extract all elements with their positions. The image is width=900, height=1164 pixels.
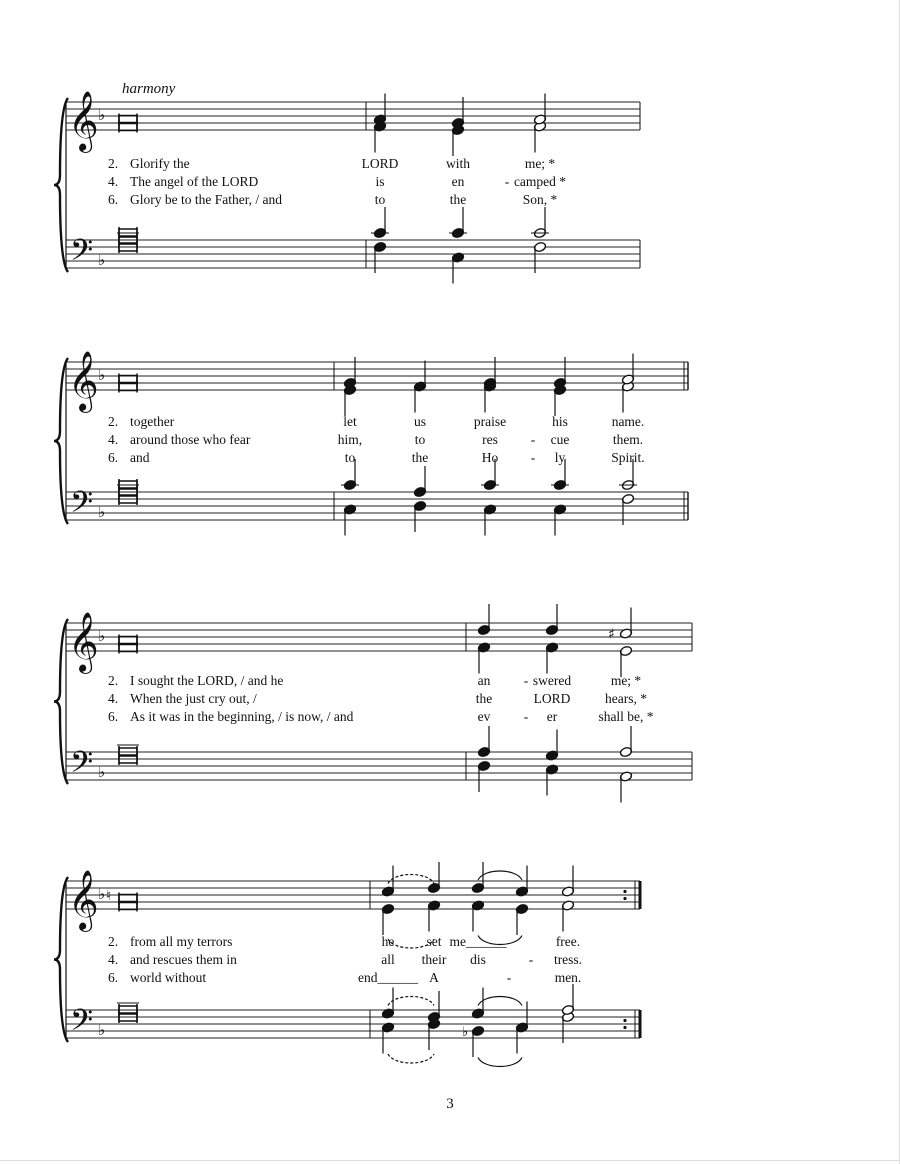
verse-number: 4. — [108, 174, 119, 189]
lyric-syllable: cue — [550, 432, 570, 447]
lyric-syllable: en — [451, 174, 465, 189]
lyric-syllable: is — [375, 174, 385, 189]
reciting-text: and — [130, 450, 150, 465]
lyric-syllable: A — [429, 970, 439, 985]
verse-number: 4. — [108, 432, 119, 447]
slur — [478, 1058, 522, 1067]
chord — [427, 991, 440, 1050]
lyric-syllable: to — [414, 432, 426, 447]
chord — [413, 361, 426, 413]
bass-clef-icon: 𝄢 — [70, 486, 94, 527]
treble-clef-icon: 𝄞 — [68, 91, 99, 151]
lyric-syllable: an — [477, 673, 491, 688]
lyric-syllable: hears, * — [605, 691, 647, 706]
page-edge — [0, 1160, 900, 1161]
chord — [471, 862, 484, 932]
reciting-text: As it was in the beginning, / is now, / and — [130, 709, 354, 724]
dashed-slur — [388, 997, 434, 1006]
lyric-syllable: with — [445, 156, 471, 171]
lyric-syllable: their — [421, 952, 447, 967]
chord — [427, 862, 440, 932]
bass-clef-icon: 𝄢 — [70, 746, 94, 787]
chord — [483, 357, 496, 413]
harmony-marking: harmony — [122, 81, 176, 97]
repeat-dot — [623, 897, 626, 900]
verse-number: 6. — [108, 192, 119, 207]
natural-sign: ♮ — [106, 888, 112, 904]
lyric-syllable: Spirit. — [611, 450, 645, 465]
lyric-syllable: praise — [473, 414, 507, 429]
lyric-hyphen: - — [523, 673, 529, 688]
flat-key-signature: ♭ — [98, 763, 106, 781]
reciting-text: Glorify the — [130, 156, 190, 171]
treble-clef-icon: 𝄞 — [68, 612, 99, 672]
verse-number: 2. — [108, 414, 119, 429]
reciting-chord — [119, 1004, 137, 1023]
lyric-syllable: let — [343, 414, 357, 429]
treble-clef-icon: 𝄞 — [68, 351, 99, 411]
lyric-syllable: swered — [532, 673, 572, 688]
chord — [515, 1002, 528, 1054]
bass-clef-icon: 𝄢 — [70, 234, 94, 275]
chord — [341, 459, 359, 536]
lyric-syllable: camped * — [513, 174, 567, 189]
lyric-syllable: set — [426, 934, 442, 949]
lyric-syllable: me______ — [449, 934, 507, 949]
lyric-syllable: him, — [337, 432, 363, 447]
flat-key-signature: ♭ — [98, 106, 106, 124]
sharp-sign: ♯ — [608, 626, 615, 643]
chord — [449, 207, 467, 284]
lyric-syllable: ev — [477, 709, 491, 724]
verse-number: 6. — [108, 970, 119, 985]
dashed-slur — [388, 1054, 434, 1063]
reciting-text: around those who fear — [130, 432, 251, 447]
lyric-syllable: Ho — [481, 450, 499, 465]
lyric-syllable: LORD — [361, 156, 399, 171]
lyric-syllable: dis — [470, 952, 486, 967]
flat-key-signature: ♭ — [98, 1021, 106, 1039]
lyric-syllable: name. — [611, 414, 645, 429]
lyric-syllable: men. — [554, 970, 582, 985]
lyric-syllable: to — [374, 192, 386, 207]
chord — [545, 604, 558, 674]
lyric-syllable: his — [552, 414, 568, 429]
reciting-text: from all my terrors — [130, 934, 233, 949]
verse-number: 2. — [108, 673, 119, 688]
chord — [462, 988, 485, 1058]
chord — [561, 866, 574, 932]
repeat-dot — [623, 1019, 626, 1022]
chord — [451, 97, 464, 156]
lyric-hyphen: - — [506, 970, 512, 985]
lyric-syllable: to — [344, 450, 356, 465]
verse-number: 6. — [108, 450, 119, 465]
verse-number: 2. — [108, 156, 119, 171]
lyric-hyphen: - — [504, 174, 510, 189]
verse-number: 4. — [108, 952, 119, 967]
chord — [381, 988, 394, 1054]
lyric-syllable: them. — [612, 432, 644, 447]
lyric-syllable: me; * — [610, 673, 642, 688]
verse-number: 4. — [108, 691, 119, 706]
bass-clef-icon: 𝄢 — [70, 1004, 94, 1045]
reciting-text: together — [130, 414, 175, 429]
chord — [477, 604, 490, 674]
chord — [619, 726, 632, 803]
verse-number: 6. — [108, 709, 119, 724]
lyric-syllable: us — [413, 414, 427, 429]
reciting-text: The angel of the LORD — [130, 174, 259, 189]
slur — [478, 997, 522, 1006]
reciting-text: world without — [130, 970, 207, 985]
lyric-hyphen: - — [528, 952, 534, 967]
slur — [478, 871, 522, 880]
lyric-syllable: res — [482, 432, 498, 447]
lyric-syllable: LORD — [533, 691, 571, 706]
lyric-syllable: he — [381, 934, 395, 949]
chord — [545, 730, 558, 796]
lyric-syllable: all — [381, 952, 395, 967]
lyric-syllable: Son, * — [522, 192, 558, 207]
dashed-slur — [388, 875, 434, 884]
lyric-syllable: tress. — [553, 952, 583, 967]
chord — [343, 357, 356, 416]
lyric-syllable: the — [449, 192, 467, 207]
chord — [608, 608, 633, 678]
page-number: 3 — [446, 1096, 454, 1112]
flat-key-signature: ♭ — [98, 627, 106, 645]
chord — [551, 459, 569, 536]
chord — [481, 459, 499, 536]
reciting-text: Glory be to the Father, / and — [130, 192, 283, 207]
flat-key-signature: ♭ — [98, 251, 106, 269]
reciting-text: I sought the LORD, / and he — [130, 673, 284, 688]
lyric-syllable: shall be, * — [598, 709, 654, 724]
flat-key-signature: ♭ — [98, 885, 106, 903]
reciting-text: and rescues them in — [130, 952, 237, 967]
lyric-hyphen: - — [530, 432, 536, 447]
treble-clef-icon: 𝄞 — [68, 870, 99, 930]
lyric-syllable: the — [411, 450, 429, 465]
lyric-syllable: the — [475, 691, 493, 706]
lyric-syllable: ly — [554, 450, 566, 465]
verse-number: 2. — [108, 934, 119, 949]
reciting-chord — [119, 746, 137, 765]
repeat-dot — [623, 890, 626, 893]
lyric-syllable: me; * — [524, 156, 556, 171]
chord — [515, 866, 528, 936]
flat-key-signature: ♭ — [98, 503, 106, 521]
reciting-text: When the just cry out, / — [130, 691, 257, 706]
lyric-hyphen: - — [530, 450, 536, 465]
lyric-syllable: end______ — [358, 970, 418, 985]
lyric-syllable: er — [546, 709, 558, 724]
repeat-dot — [623, 1026, 626, 1029]
chord — [381, 866, 394, 936]
lyric-syllable: free. — [555, 934, 581, 949]
chord — [561, 984, 574, 1043]
flat-key-signature: ♭ — [98, 366, 106, 384]
flat-sign: ♭ — [462, 1025, 469, 1040]
chord — [553, 357, 566, 416]
lyric-hyphen: - — [523, 709, 529, 724]
